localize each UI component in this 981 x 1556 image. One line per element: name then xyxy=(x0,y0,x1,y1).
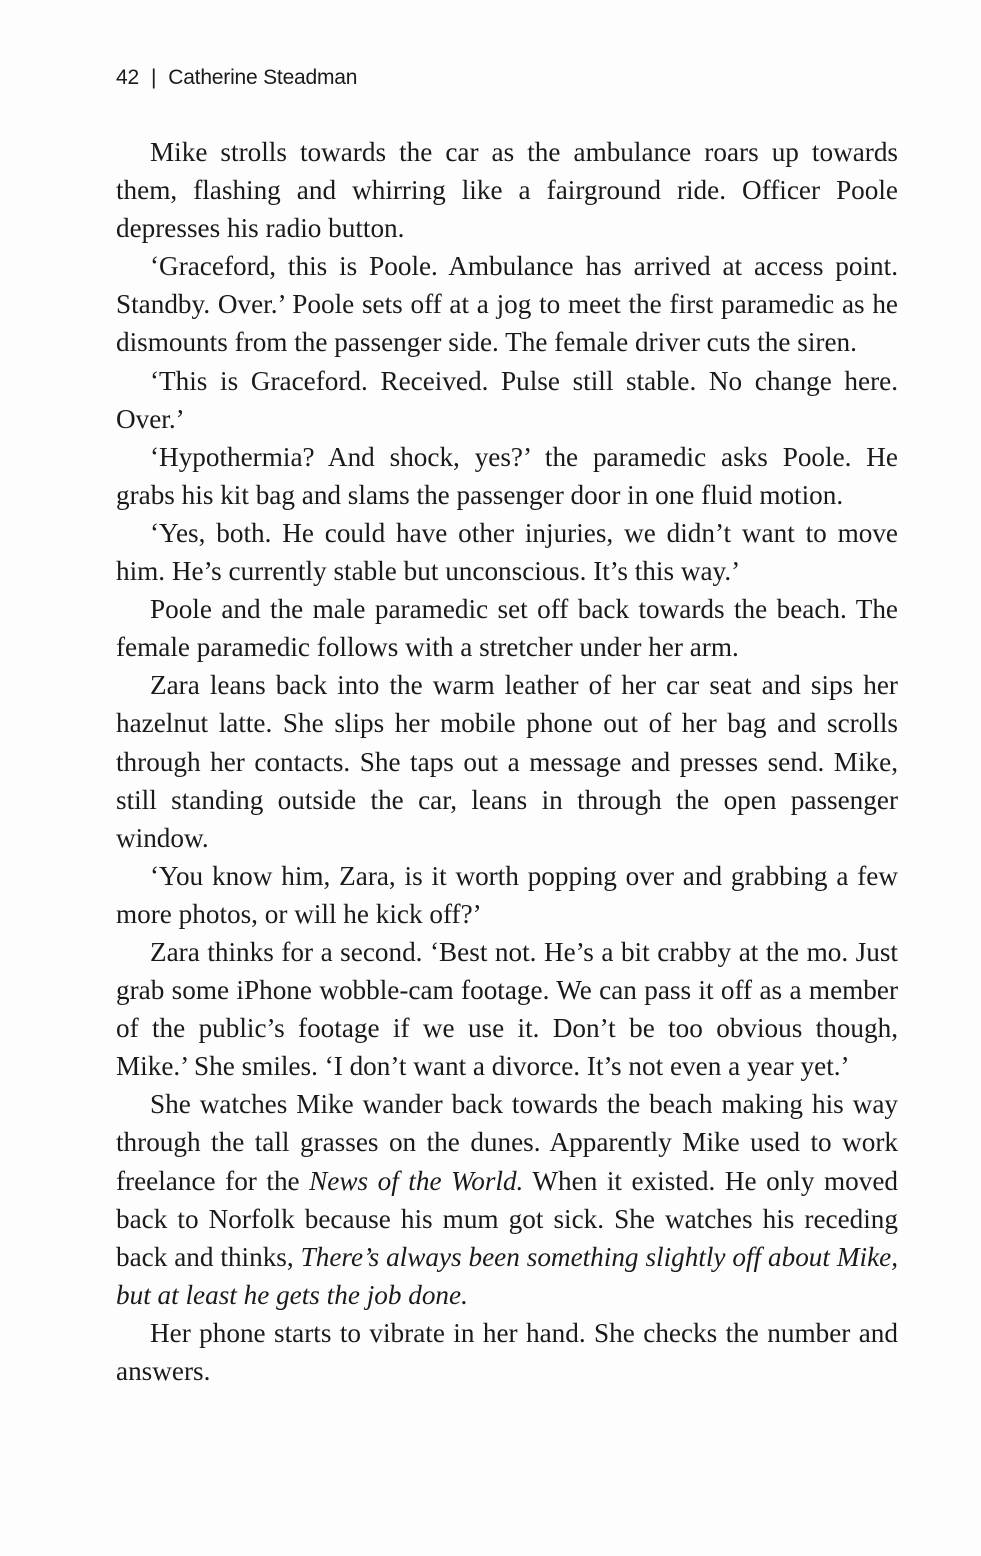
paragraph xyxy=(116,1085,898,1314)
paragraph: Zara thinks for a second. ‘Best not. He’s a bit crabby at the mo. Just grab some iPhone wobble-cam footage. We can pass it off as a member of the public’s footage if we use it. Don’t be too obvious though, Mike.’ She smiles. ‘I don’t want a divorce. It’s not even a year yet.’ xyxy=(116,936,898,1082)
page-number: 42 xyxy=(116,66,139,89)
newspaper-title: News of the World. xyxy=(309,1165,524,1196)
header-separator: | xyxy=(150,66,157,89)
paragraph: Poole and the male paramedic set off back towards the beach. The female paramedic follows with a stretcher under her arm. xyxy=(116,594,898,663)
paragraph: ‘Graceford, this is Poole. Ambulance has arrived at access point. Standby. Over.’ Poole sets off at a jog to meet the first paramedic as he dismounts from the passenger side. The female driver cuts the siren. xyxy=(116,251,898,358)
inner-thought: There’s always been something slightly off about Mike, but at least he gets the job done. xyxy=(116,1241,899,1310)
running-head xyxy=(116,66,357,90)
body-text xyxy=(116,133,898,1390)
paragraph: Her phone starts to vibrate in her hand. She checks the number and answers. xyxy=(116,1317,898,1386)
paragraph: Zara leans back into the warm leather of her car seat and sips her hazelnut latte. She slips her mobile phone out of her bag and scrolls through her contacts. She taps out a message and presses send. Mike, still standing outside the car, leans in through the open passenger window. xyxy=(116,670,898,853)
paragraph: ‘You know him, Zara, is it worth popping over and grabbing a few more photos, or will he kick off?’ xyxy=(116,860,898,929)
paragraph: Mike strolls towards the car as the ambulance roars up towards them, flashing and whirring like a fairground ride. Officer Poole depresses his radio button. xyxy=(116,137,898,244)
paragraph-text: She watches Mike wander back towards the beach making his way through the tall grasses on the dunes. Apparently Mike used to work freelance for the xyxy=(116,1089,898,1196)
paragraph-text: When it existed. He only moved back to Norfolk because his mum got sick. She watches his receding back and thinks, xyxy=(116,1165,898,1272)
paragraph: ‘Yes, both. He could have other injuries, we didn’t want to move him. He’s currently stable but unconscious. It’s this way.’ xyxy=(116,517,898,587)
author-name: Catherine Steadman xyxy=(168,66,358,89)
paragraph: ‘Hypothermia? And shock, yes?’ the paramedic asks Poole. He grabs his kit bag and slams the passenger door in one fluid motion. xyxy=(116,441,898,510)
paragraph: ‘This is Graceford. Received. Pulse still stable. No change here. Over.’ xyxy=(116,365,898,434)
